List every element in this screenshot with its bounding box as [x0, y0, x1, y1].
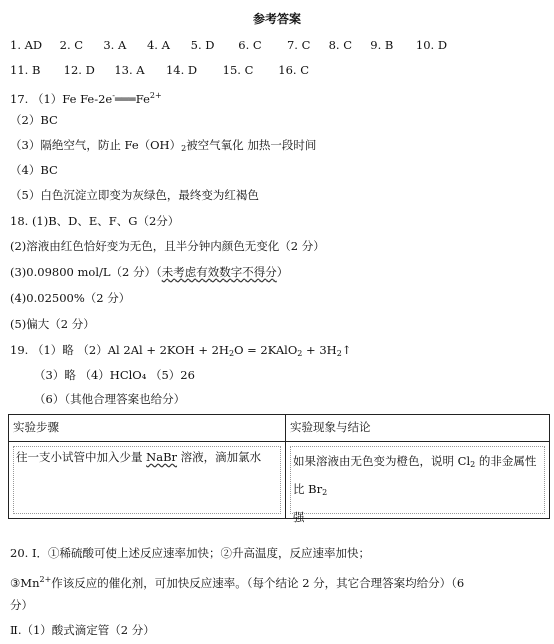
q18-line-2: (2)溶液由红色恰好变为无色，且半分钟内颜色无变化（2 分） — [10, 239, 325, 253]
result-subscript: 2 — [322, 488, 328, 497]
q18-line-3 — [10, 265, 288, 280]
result-text-box — [290, 446, 545, 524]
q19-line-1 — [10, 343, 351, 361]
q20-text: 作该反应的催化剂，可加快反应速率。（每个结论 2 分，其它合理答案均给分）（6 — [51, 576, 465, 590]
result-subscript: 2 — [470, 460, 476, 469]
q19-subscript: 2 — [336, 349, 342, 358]
q17-line-1: 17. （1）Fe $Fe-2e^-═══Fe^{2+}$ — [10, 91, 162, 106]
q18-line-4: (4)0.02500%（2 分） — [10, 291, 131, 305]
q19-text: 19. （1）略 （2）Al 2Al + 2KOH + 2H — [10, 343, 229, 357]
q18-text: ） — [276, 265, 289, 279]
q19-subscript: 2 — [228, 349, 235, 358]
step-emphasis: NaBr — [146, 450, 178, 464]
table-header-cell: 实验现象与结论 — [286, 415, 550, 442]
page-title: 参考答案 — [252, 12, 301, 26]
step-text: 往一支小试管中加入少量 — [16, 450, 147, 464]
table-row — [9, 442, 550, 519]
mc-answer: 5. D — [190, 38, 215, 52]
q17-subscript: 2 — [181, 144, 187, 153]
table-cell-step — [9, 442, 286, 519]
mc-answer: 15. C — [222, 63, 254, 77]
q20-superscript: 2+ — [39, 575, 52, 584]
result-text: 强 — [293, 510, 305, 524]
q17-text: ═══Fe — [114, 92, 150, 106]
mc-answers-row-1 — [10, 38, 447, 53]
q19-text: O = 2KAlO — [234, 343, 298, 357]
q20-text: ③Mn — [10, 576, 40, 590]
q18-line-5: (5)偏大（2 分） — [10, 317, 95, 331]
step-text-box — [13, 446, 281, 514]
q20-line-1: 20. Ⅰ．①稀硫酸可使上述反应速率加快；②升高温度，反应速率加快； — [10, 546, 370, 560]
q17-line-5: （5）白色沉淀立即变为灰绿色，最终变为红褐色 — [10, 188, 259, 202]
result-text: 的非金属性比 Br — [293, 454, 537, 496]
q19-subscript: 2 — [297, 349, 303, 358]
mc-answer: 11. B — [10, 63, 41, 77]
experiment-table — [8, 414, 550, 524]
mc-answer: 6. C — [238, 38, 262, 52]
mc-answer: 1. AD — [10, 38, 43, 52]
mc-answer: 12. D — [63, 63, 95, 77]
q18-text: (3)0.09800 mol/L（2 分）（ — [10, 265, 162, 279]
q17-line-3 — [10, 138, 316, 156]
table-header-row — [9, 415, 550, 442]
mc-answer: 9. B — [370, 38, 394, 52]
mc-answer: 7. C — [286, 38, 311, 52]
mc-answer: 10. D — [415, 38, 448, 52]
q18-emphasis: 未考虑有效数字不得分 — [161, 265, 277, 279]
mc-answer: 8. C — [328, 38, 353, 52]
table-header-cell: 实验步骤 — [9, 415, 286, 442]
q19-line-2: （3）略 （4）HClO₄ （5）26 — [34, 368, 195, 382]
result-text: 如果溶液由无色变为橙色，说明 Cl — [293, 454, 471, 468]
q18-line-1: 18. (1)B、D、E、F、G（2分） — [10, 214, 180, 228]
mc-answer: 13. A — [114, 63, 145, 77]
mc-answer: 14. D — [165, 63, 198, 77]
q17-text: （3）隔绝空气，防止 Fe（OH） — [10, 138, 182, 152]
mc-answer: 3. A — [103, 38, 127, 52]
q20-line-2 — [10, 572, 464, 591]
q19-text: ↑ — [341, 343, 352, 357]
table-cell-result — [286, 442, 550, 524]
q17-line-4: （4）BC — [10, 163, 58, 177]
q19-line-3: （6）（其他合理答案也给分） — [34, 392, 186, 406]
step-text: 溶液，滴加氯水 — [177, 450, 262, 464]
q20-line-3: 分） — [10, 598, 33, 612]
mc-answer: 2. C — [59, 38, 84, 52]
q17-superscript: 2+ — [149, 91, 162, 100]
mc-answers-row-2 — [10, 63, 309, 78]
q17-text: 17. （1）Fe Fe-2e — [10, 92, 113, 106]
q20-line-4: Ⅱ.（1）酸式滴定管（2 分） — [10, 623, 155, 637]
mc-answer: 4. A — [146, 38, 170, 52]
mc-answer: 16. C — [278, 63, 310, 77]
q17-line-2: （2）BC — [10, 113, 58, 127]
q17-text: 被空气氧化 加热一段时间 — [186, 138, 317, 152]
q19-text: + 3H — [302, 343, 337, 357]
